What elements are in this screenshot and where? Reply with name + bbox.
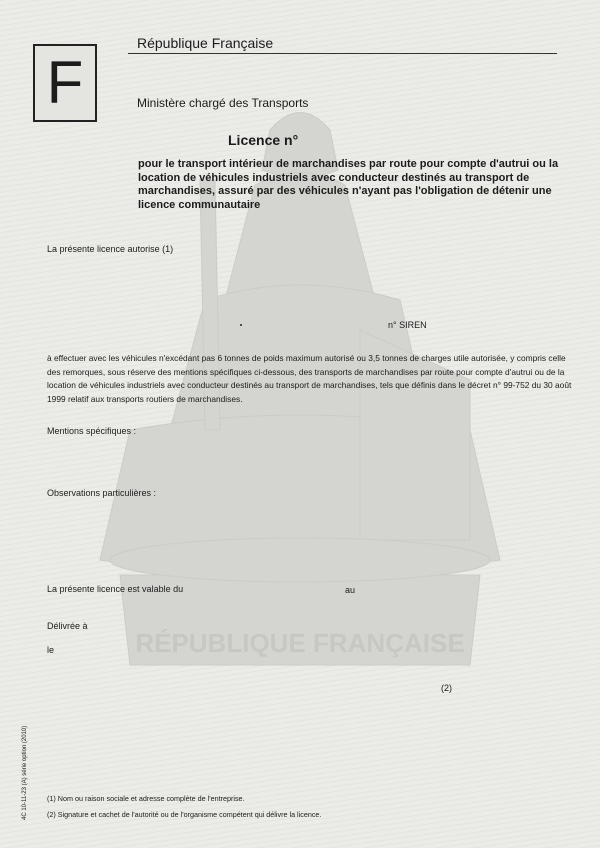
field-dot — [240, 324, 242, 326]
licence-purpose: pour le transport intérieur de marchandises par route pour compte d'autrui ou la location de véhicules industriels avec conducteur destinés au transport de marchandises, assuré par des véhicules n'ayant pas l'obligation de détenir une licence communautaire — [138, 158, 559, 211]
form-reference-code: 4C 10-11-23 (A) série option (2010) — [22, 725, 28, 820]
header-rule — [128, 53, 557, 54]
signature-reference: (2) — [441, 683, 452, 693]
licence-category-badge: F — [33, 44, 97, 122]
footnote-1: (1) Nom ou raison sociale et adresse complète de l'entreprise. — [47, 794, 245, 803]
authorizes-label: La présente licence autorise (1) — [47, 244, 174, 254]
siren-label: n° SIREN — [388, 320, 427, 330]
watermark-text: RÉPUBLIQUE FRANÇAISE — [135, 628, 465, 658]
date-label: le — [47, 645, 55, 655]
specific-mentions-label: Mentions spécifiques : — [47, 426, 137, 436]
valid-to-label: au — [345, 585, 356, 595]
observations-label: Observations particulières : — [47, 488, 157, 498]
authorization-terms: à effectuer avec les véhicules n'excédant pas 6 tonnes de poids maximum autorisé ou 3,5 tonnes de charges utile autorisée, y compris celle des remorques, sous réserve des mentions spécifiques ci-dessous, des transports de marchandises par route pour compte d'autrui ou de la location de véhicules industriels avec conducteur destinés au transport de marchandises, tels que définis dans le décret n° 99-752 du 30 août 1999 relatif aux transports routiers de marchandises. — [47, 353, 572, 404]
ministry-heading: Ministère chargé des Transports — [137, 96, 309, 110]
licence-number-title: Licence n° — [228, 132, 299, 148]
footnote-2: (2) Signature et cachet de l'autorité ou de l'organisme compétent qui délivre la licence. — [47, 810, 322, 819]
issued-at-label: Délivrée à — [47, 621, 88, 631]
country-heading: République Française — [137, 35, 274, 51]
valid-from-label: La présente licence est valable du — [47, 584, 184, 594]
